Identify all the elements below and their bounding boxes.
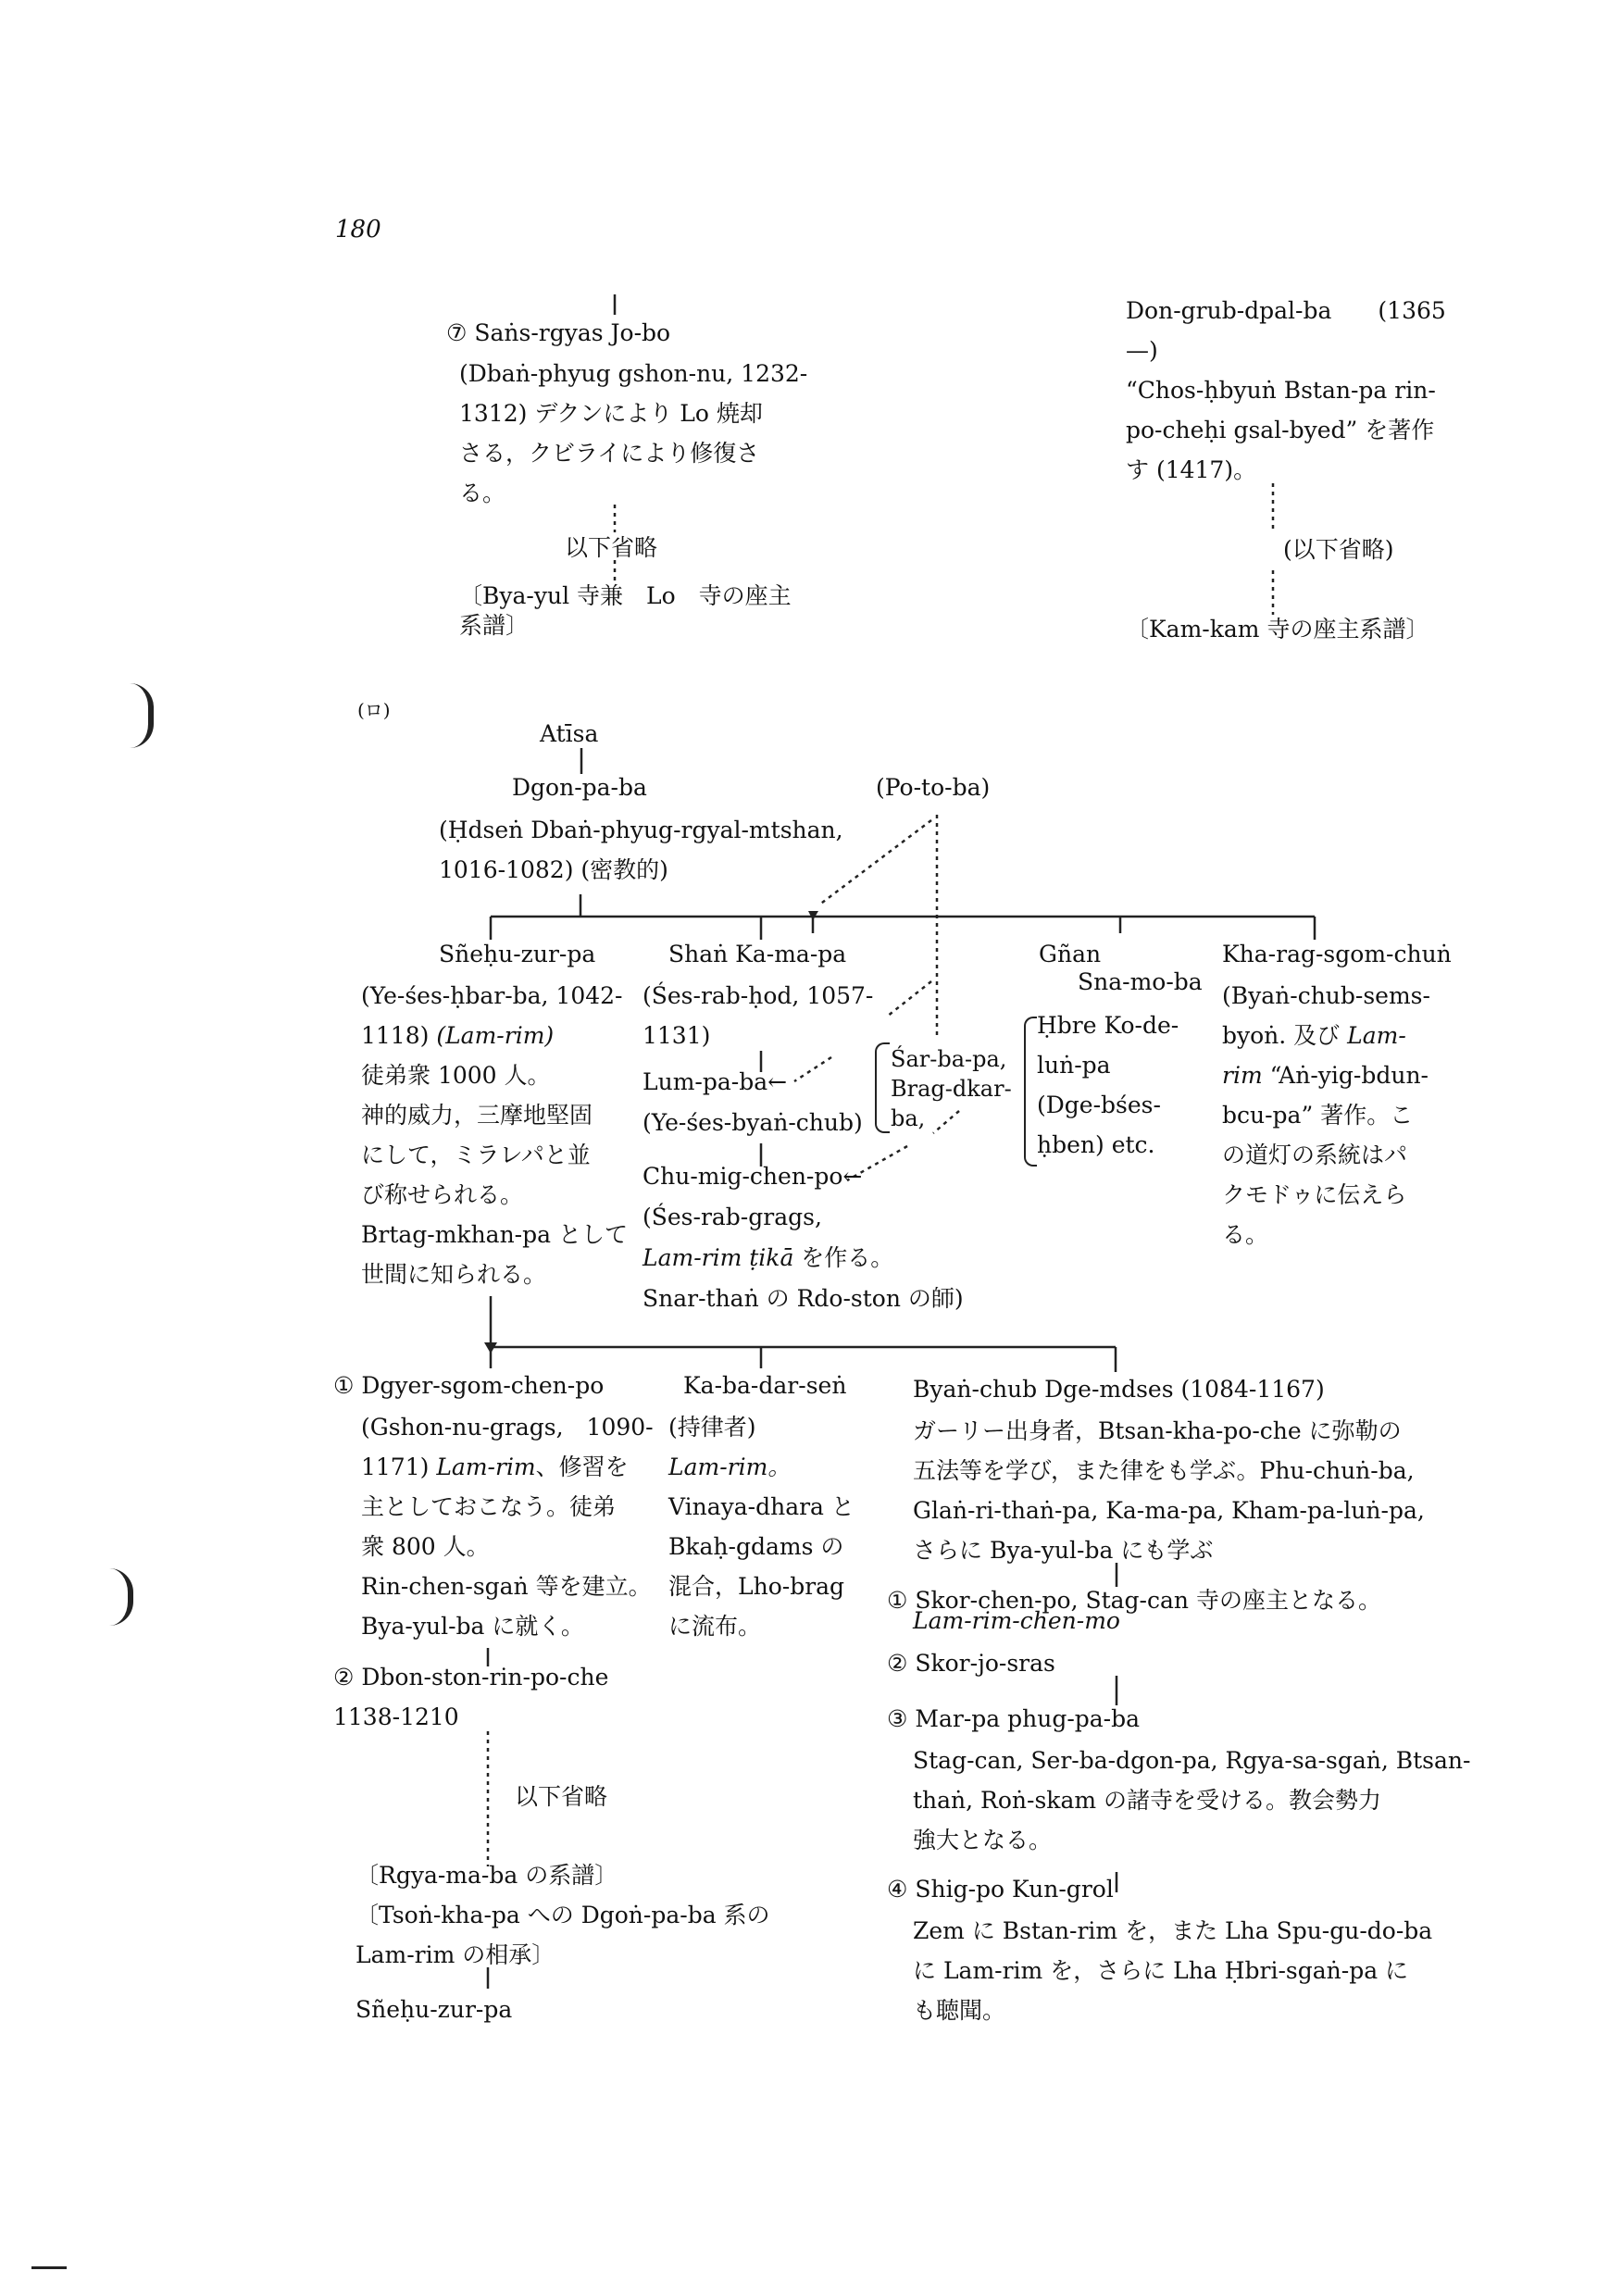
sar-ba-pa-brace xyxy=(875,1042,890,1133)
ses-rab-grags-label: (Śes-rab-grags, xyxy=(643,1204,822,1230)
sar-ba-pa-group: Śar-ba-pa, Brag-dkar- ba, xyxy=(891,1046,1012,1131)
dbon-ston-rin-po-che: ② Dbon-ston-rin-po-che 1138-1210 xyxy=(333,1664,609,1730)
dgon-pa-ba-label: Dgon-pa-ba xyxy=(512,774,647,801)
dgon-pa-ba-detail: (Ḥdseṅ Dbaṅ-phyug-rgyal-mtshan, 1016-1082) (密教的) xyxy=(439,817,843,883)
snehu-line: Brtag-mkhan-pa として xyxy=(361,1221,628,1248)
chu-mig-chen-po-label: Chu-mig-chen-po← xyxy=(643,1163,863,1190)
lower-left-omitted: 以下省略 xyxy=(515,1783,608,1810)
shan-ka-ma-pa-detail: (Śes-rab-ḥod, 1057- 1131) xyxy=(643,982,874,1049)
shan-ka-ma-pa-name: Shaṅ Ka-ma-pa xyxy=(668,941,847,967)
ka-ba-dar-sen-name: Ka-ba-dar-seṅ xyxy=(683,1372,847,1399)
mar-pa-detail: Stag-can, Ser-ba-dgon-pa, Rgya-sa-sgaṅ, Btsan- thaṅ, Roṅ-skam の諸寺を受ける。教会勢力 強大となる。 xyxy=(913,1747,1471,1853)
dgyer-detail: (Gshon-nu-grags, 1090- 1171) Lam-rim、修習を 主としておこなう。徒弟 衆 800 人。 Rin-chen-sgaṅ 等を建立。 Bya-yul-ba に就く。 xyxy=(361,1414,654,1640)
top-right-omitted: (以下省略) xyxy=(1283,536,1394,563)
lam-rim-label: (Lam-rim) xyxy=(436,1022,555,1049)
top-right-caption: 〔Kam-kam 寺の座主系譜〕 xyxy=(1126,616,1429,643)
mar-pa-phug-pa-ba: ③ Mar-pa phug-pa-ba xyxy=(887,1705,1141,1732)
shig-po-detail: Zem に Bstan-rim を，また Lha Spu-gu-do-ba に Lam-rim を，さらに Lha Ḥbri-sgaṅ-pa に も聴聞。 xyxy=(913,1917,1433,2024)
don-grub-title: Don-grub-dpal-ba (1365 —) xyxy=(1126,297,1446,364)
kha-rag-detail: (Byaṅ-chub-sems- byoṅ. 及び Lam- rim “Aṅ-yig-bdun- bcu-pa” 著作。こ の道灯の系統はパ クモドゥに伝えら る。 xyxy=(1222,982,1430,1248)
snehu-zur-pa-detail xyxy=(361,976,628,1294)
lam-rim-tika-line: Lam-rim ṭikā を作る。 xyxy=(643,1244,894,1271)
scan-artifact-bottom-line xyxy=(31,2266,67,2269)
sna-mo-ba-name: Sna-mo-ba xyxy=(1078,968,1203,995)
skor-chen-po: ① Skor-chen-po, Stag-can 寺の座主となる。 xyxy=(887,1587,1381,1614)
po-to-ba-label: (Po-to-ba) xyxy=(876,774,991,801)
sans-rgyas-jo-bo-detail: (Dbaṅ-phyug gshon-nu, 1232- 1312) デクンにより Lo 焼却 さる，クビライにより修復さ る。 xyxy=(459,360,808,506)
snehu-line: 神的威力，三摩地堅固 xyxy=(361,1102,593,1129)
atisa-label: Atīsa xyxy=(540,720,599,747)
gnan-brace xyxy=(1024,1017,1037,1167)
byan-chub-detail: ガーリー出身者，Btsan-kha-po-che に弥勒の 五法等を学び，また律をも学ぶ。Phu-chuṅ-ba, Glaṅ-ri-thaṅ-pa, Ka-ma-pa, Kham-pa-luṅ-pa, さらに Bya-yul-ba にも学ぶ xyxy=(913,1417,1425,1564)
snehu-line: 1118) (Lam-rim) xyxy=(361,1022,555,1049)
kha-rag-sgom-chun-name: Kha-rag-sgom-chuṅ xyxy=(1222,941,1452,967)
snehu-zur-pa-final: Sñeḥu-zur-pa xyxy=(356,1996,513,2023)
snehu-line: にして，ミラレパと並 xyxy=(361,1142,591,1168)
lam-rim-chen-mo: Lam-rim-chen-mo xyxy=(913,1607,1120,1634)
snehu-line: (Ye-śes-ḥbar-ba, 1042- xyxy=(361,982,623,1009)
snehu-line: 世間に知られる。 xyxy=(361,1261,547,1288)
lower-left-caption: 〔Rgya-ma-ba の系譜〕 〔Tsoṅ-kha-pa への Dgoṅ-pa-ba 系の Lam-rim の相承〕 xyxy=(356,1862,770,1968)
page-number: 180 xyxy=(335,216,381,243)
gnan-detail: Ḥbre Ko-de- luṅ-pa (Dge-bśes- ḥben) etc. xyxy=(1037,1012,1179,1158)
shig-po-kun-grol: ④ Shig-po Kun-grol xyxy=(887,1876,1114,1903)
ka-ba-dar-sen-detail: (持律者) Lam-rim。 Vinaya-dhara と Bkaḥ-gdams の 混合，Lho-brag に流布。 xyxy=(668,1414,855,1640)
snehu-zur-pa-name: Sñeḥu-zur-pa xyxy=(439,941,596,967)
section-label: (ロ) xyxy=(357,699,391,721)
snar-than-label: Snar-thaṅ の Rdo-ston の師) xyxy=(643,1285,964,1312)
lum-pa-ba-label: Lum-pa-ba← xyxy=(643,1068,788,1095)
byan-chub-dge-mdses-name: Byaṅ-chub Dge-mdses (1084-1167) xyxy=(913,1376,1325,1403)
sans-rgyas-jo-bo-title: ⑦ Saṅs-rgyas Jo-bo xyxy=(446,319,671,346)
skor-jo-sras: ② Skor-jo-sras xyxy=(887,1650,1055,1677)
dgyer-sgom-chen-po-name: ① Dgyer-sgom-chen-po xyxy=(333,1372,605,1399)
don-grub-detail: “Chos-ḥbyuṅ Bstan-pa rin- po-cheḥi gsal-byed” を著作 す (1417)。 xyxy=(1126,377,1436,483)
top-left-caption: 〔Bya-yul 寺兼 Lo 寺の座主 系譜〕 xyxy=(459,582,792,639)
snehu-line: び称せられる。 xyxy=(361,1181,524,1208)
gnan-name: Gñan xyxy=(1039,941,1102,967)
ye-ses-byan-chub-label: (Ye-śes-byaṅ-chub) xyxy=(643,1109,863,1136)
snehu-line: 徒弟衆 1000 人。 xyxy=(361,1062,551,1089)
top-left-omitted: 以下省略 xyxy=(565,534,658,561)
lam-rim-tika-title: Lam-rim ṭikā xyxy=(643,1244,794,1271)
